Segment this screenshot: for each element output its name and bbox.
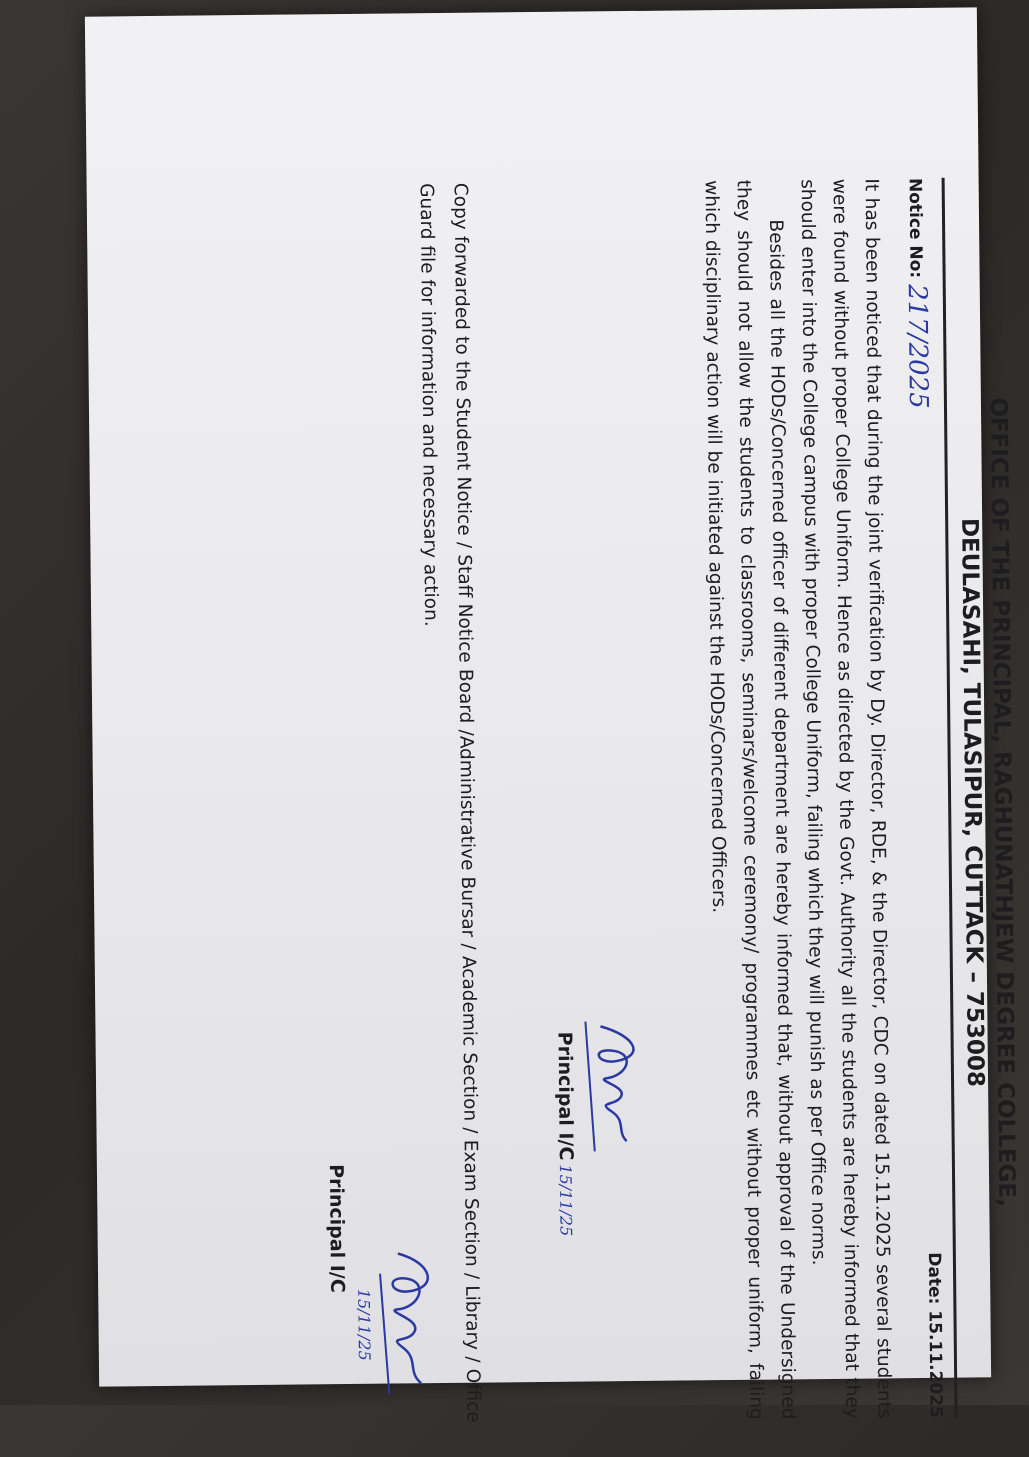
notice-number-handwritten: 217/2025 <box>901 283 934 409</box>
notice-body <box>695 178 900 1420</box>
copy-forwarded: Copy forwarded to the Student Notice / Staff Notice Board /Administrative Bursar / Academic Section / Exam Section / Library / Office Guard file for information and necessary action. <box>415 182 484 1423</box>
body-paragraph-2: Besides all the HODs/Concerned officer of different department are hereby informed that, without approval of the Undersigned they should not allow the students to classrooms, seminars/welcome ceremony/ programmes etc without proper uniform, failing which disciplinary action will be initiated against the HODs/Concerned Officers. <box>700 179 799 1420</box>
office-header-line2: DEULASAHI, TULASIPUR, CUTTACK – 753008 <box>956 517 989 1088</box>
signature-2-date: 15/11/25 <box>354 1288 374 1361</box>
office-header-line1: OFFICE OF THE PRINCIPAL, RAGHUNATHJEW DEGREE COLLEGE, <box>984 397 1020 1208</box>
notice-label: Notice No: <box>904 177 926 279</box>
signature-1-date: 15/11/25 <box>555 1164 576 1237</box>
notice-date <box>924 1252 946 1418</box>
signature-block-2: Principal I/C <box>324 1164 349 1293</box>
signature-1-title: Principal I/C <box>553 1031 577 1161</box>
body-paragraph-1: It has been noticed that during the joint verification by Dy. Director, RDE, & the Director, CDC on dated 15.11.2025 several students were found without proper College Uniform. Hence as directed by the Govt. Authority all the students are hereby informed that they should enter into the College campus with proper College Uniform, failing which they will punish as per Office norms. <box>796 178 895 1419</box>
notice-number <box>903 178 935 409</box>
signature-block-1 <box>554 1032 578 1237</box>
signature-scribble-2 <box>368 1243 450 1404</box>
notice-document <box>276 157 1029 1455</box>
date-value: 15.11.2025 <box>924 1310 946 1418</box>
paper-sheet <box>85 7 1020 1423</box>
date-label: Date: <box>923 1252 945 1305</box>
signature-scribble-1 <box>575 1016 657 1167</box>
